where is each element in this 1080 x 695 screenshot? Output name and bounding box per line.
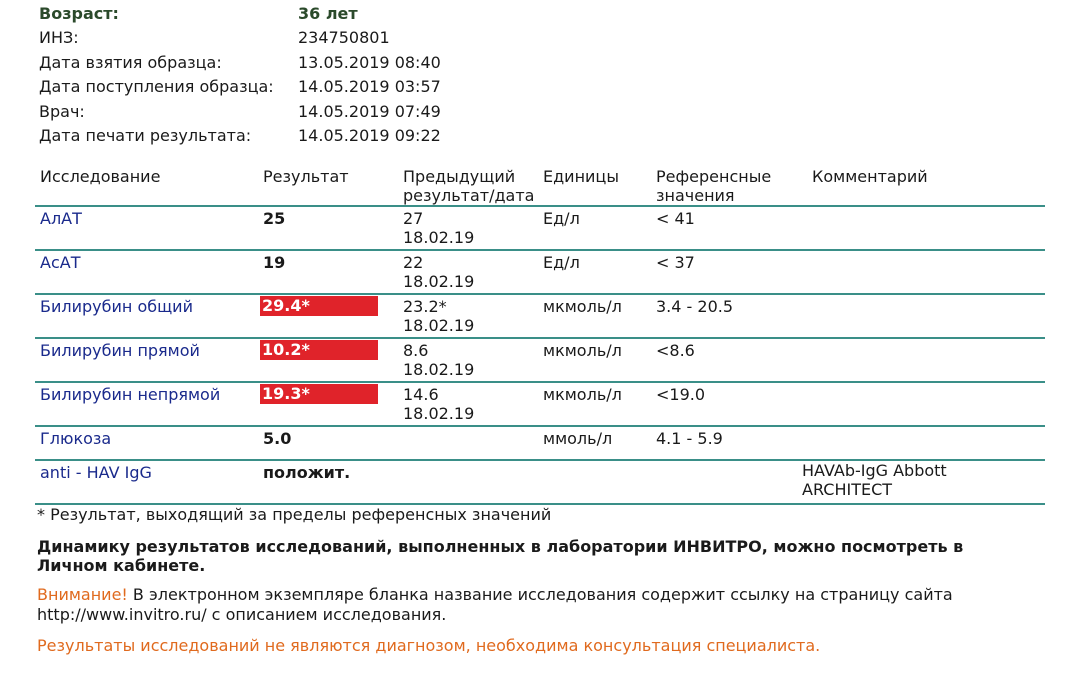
header-reference-line2: значения	[656, 186, 735, 205]
reference-range: < 37	[656, 253, 695, 272]
flagged-result-value: 10.2*	[260, 340, 378, 360]
attention-label: Внимание!	[37, 585, 128, 604]
print-date-value: 14.05.2019 09:22	[298, 125, 441, 145]
table-row	[35, 339, 1045, 383]
reference-range: <8.6	[656, 341, 695, 360]
reference-range: < 41	[656, 209, 695, 228]
previous-value: 23.2*	[403, 297, 447, 316]
units: ммоль/л	[543, 429, 613, 448]
previous-value: 27	[403, 209, 424, 228]
disclaimer: Результаты исследований не являются диагнозом, необходима консультация специалиста.	[37, 636, 821, 655]
previous-value: 22	[403, 253, 424, 272]
inz-value: 234750801	[298, 28, 390, 48]
table-header	[35, 167, 1045, 207]
previous-value: 14.6	[403, 385, 439, 404]
result-value: 25	[263, 209, 286, 228]
previous-result	[403, 253, 474, 291]
table-row	[35, 427, 1045, 461]
test-link-alat[interactable]: АлАТ	[40, 209, 82, 228]
previous-result	[403, 209, 474, 247]
sample-taken-label: Дата взятия образца:	[39, 52, 222, 72]
doctor-label: Врач:	[39, 101, 85, 121]
doctor-value: 14.05.2019 07:49	[298, 101, 441, 121]
test-link-bilirubin-direct[interactable]: Билирубин прямой	[40, 341, 200, 360]
header-previous-line2: результат/дата	[403, 186, 535, 205]
previous-value: 8.6	[403, 341, 429, 360]
header-study: Исследование	[40, 167, 161, 186]
sample-received-value: 14.05.2019 03:57	[298, 77, 441, 97]
result-value: положит.	[263, 463, 351, 482]
units: мкмоль/л	[543, 341, 622, 360]
units: Ед/л	[543, 209, 580, 228]
table-row	[35, 461, 1045, 505]
inz-label: ИНЗ:	[39, 28, 79, 48]
attention-tail: с описанием исследования.	[206, 605, 447, 624]
attention-text: В электронном экземпляре бланка название исследования содержит ссылку на страницу сайта	[127, 585, 953, 604]
previous-date: 18.02.19	[403, 316, 475, 335]
previous-date: 18.02.19	[403, 228, 475, 247]
test-link-bilirubin-indirect[interactable]: Билирубин непрямой	[40, 385, 221, 404]
previous-result	[403, 385, 474, 423]
age-label: Возраст:	[39, 4, 119, 23]
test-link-anti-hav-igg[interactable]: anti - HAV IgG	[40, 463, 152, 482]
units: мкмоль/л	[543, 385, 622, 404]
result-value: 19	[263, 253, 286, 272]
header-comment: Комментарий	[812, 167, 928, 186]
table-row	[35, 383, 1045, 427]
results-table	[35, 167, 1045, 505]
previous-result	[403, 297, 474, 335]
test-link-glucose[interactable]: Глюкоза	[40, 429, 112, 448]
units: мкмоль/л	[543, 297, 622, 316]
age-value: 36 лет	[298, 4, 358, 23]
sample-received-label: Дата поступления образца:	[39, 77, 274, 97]
test-link-asat[interactable]: АсАТ	[40, 253, 81, 272]
comment-line2: ARCHITECT	[802, 480, 893, 499]
footnote: * Результат, выходящий за пределы референсных значений	[37, 505, 552, 524]
print-date-label: Дата печати результата:	[39, 125, 252, 145]
header-previous	[403, 167, 534, 205]
header-result: Результат	[263, 167, 349, 186]
previous-result	[403, 341, 474, 379]
dynamics-note: Динамику результатов исследований, выполненных в лаборатории ИНВИТРО, можно посмотреть в Личном кабинете.	[37, 537, 964, 575]
header-units: Единицы	[543, 167, 619, 186]
header-reference	[656, 167, 771, 205]
comment-line1: HAVAb-IgG Abbott	[802, 461, 947, 480]
table-row	[35, 295, 1045, 339]
table-row	[35, 207, 1045, 251]
reference-range: <19.0	[656, 385, 706, 404]
sample-taken-value: 13.05.2019 08:40	[298, 52, 441, 72]
header-reference-line1: Референсные	[656, 167, 772, 186]
attention-note	[37, 585, 1037, 625]
reference-range: 3.4 - 20.5	[656, 297, 734, 316]
invitro-link[interactable]: http://www.invitro.ru/	[37, 605, 207, 624]
comment	[802, 461, 947, 499]
flagged-result-value: 29.4*	[260, 296, 378, 316]
previous-date: 18.02.19	[403, 272, 475, 291]
previous-date: 18.02.19	[403, 360, 475, 379]
flagged-result-value: 19.3*	[260, 384, 378, 404]
table-row	[35, 251, 1045, 295]
units: Ед/л	[543, 253, 580, 272]
header-previous-line1: Предыдущий	[403, 167, 516, 186]
result-value: 5.0	[263, 429, 292, 448]
previous-date: 18.02.19	[403, 404, 475, 423]
test-link-bilirubin-total[interactable]: Билирубин общий	[40, 297, 193, 316]
reference-range: 4.1 - 5.9	[656, 429, 723, 448]
